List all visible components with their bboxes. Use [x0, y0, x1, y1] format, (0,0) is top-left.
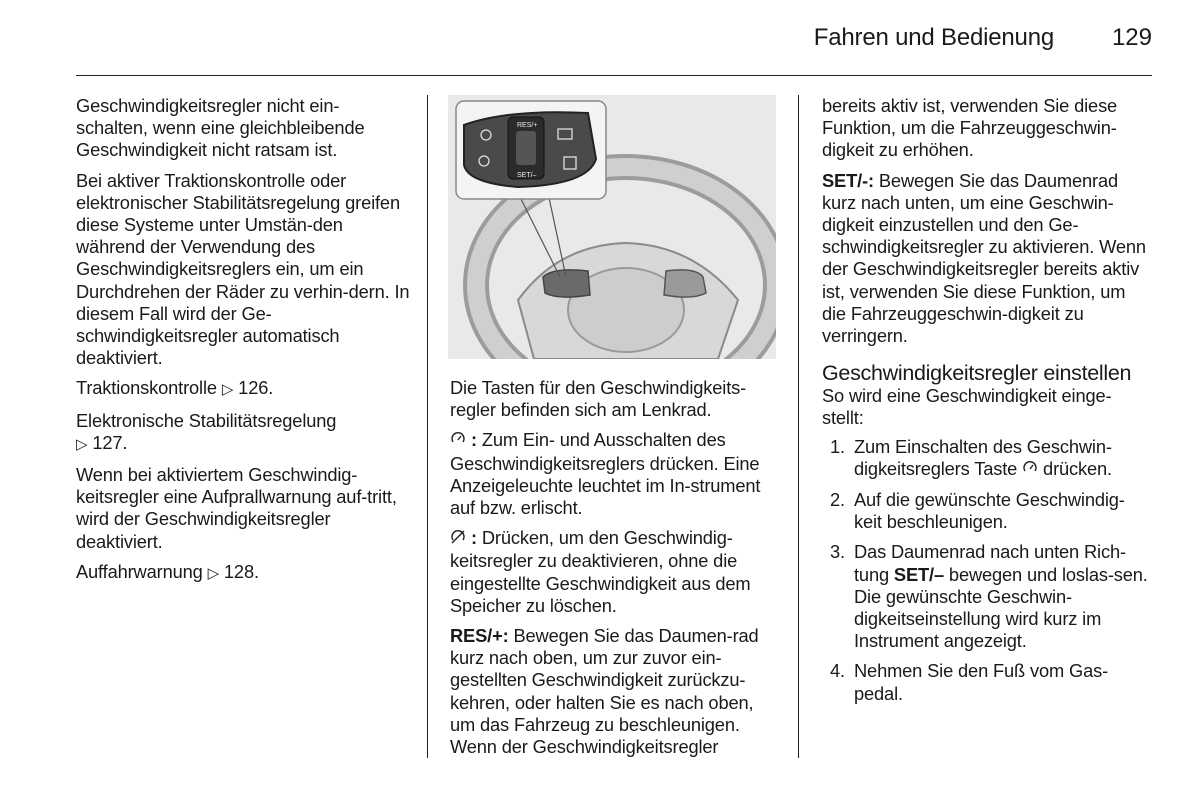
paragraph: Geschwindigkeitsregler nicht ein-schalten, wenn eine gleichbleibende Geschwindigkeit nicht ratsam ist.	[76, 95, 365, 161]
cruise-control-icon	[450, 430, 466, 452]
reference-arrow-icon: ▷	[221, 381, 234, 399]
list-item: 2. Auf die gewünschte Geschwindig-keit beschleunigen.	[830, 489, 1125, 533]
steering-wheel-illustration	[448, 95, 776, 359]
cruise-on-off-item: : Zum Ein- und Ausschalten des Geschwindigkeitsreglers drücken. Eine Anzeigeleuchte leuchtet im In-strument auf bzw. erlischt.	[450, 429, 761, 519]
column-divider-left	[427, 95, 428, 758]
cruise-cancel-item: : Drücken, um den Geschwindig-keitsregler zu deaktivieren, ohne die eingestellte Geschwindigkeit aus dem Speicher zu löschen.	[450, 527, 751, 616]
steps-list	[822, 436, 1152, 705]
cruise-cancel-icon	[450, 528, 466, 550]
paragraph: Bei aktiver Traktionskontrolle oder elektronischer Stabilitätsregelung greifen diese Systeme unter Umstän-den während der Verwendung des Geschwindigkeitsreglers ein, um ein Durchdrehen der Räder zu verhin-dern. In diesem Fall wird der Ge-schwindigkeitsregler automatisch deaktiviert.	[76, 169, 410, 369]
svg-text:RES/+: RES/+	[517, 122, 538, 129]
chapter-title: Fahren und Bedienung	[813, 24, 1054, 51]
paragraph: bereits aktiv ist, verwenden Sie diese Funktion, um die Fahrzeuggeschwin-digkeit zu erhöhen.	[822, 95, 1118, 161]
cruise-control-icon	[1022, 459, 1038, 481]
column-divider-right	[798, 95, 799, 758]
reference-arrow-icon: ▷	[76, 435, 88, 453]
svg-text:SET/–: SET/–	[517, 172, 537, 179]
page-number: 129	[1111, 24, 1152, 51]
list-item: 3. Das Daumenrad nach unten Rich-tung SET/– bewegen und loslas-sen. Die gewünschte Geschwin-digkeitseinstellung wird kurz im Instrument angezeigt.	[830, 541, 1148, 652]
reference-arrow-icon: ▷	[207, 564, 219, 582]
set-description: SET/-: Bewegen Sie das Daumenrad kurz nach unten, um eine Geschwin-digkeit einzustellen und den Ge-schwindigkeitsregler zu aktivieren. Wenn der Geschwindigkeitsregler bereits aktiv ist, verwenden Sie diese Funktion, um die Fahrzeuggeschwin-digkeit zu verringern.	[822, 169, 1146, 347]
header-divider	[76, 75, 1152, 76]
cross-reference: Elektronische Stabilitätsregelung ▷ 127.	[76, 409, 337, 453]
paragraph: Die Tasten für den Geschwindigkeits-regler befinden sich am Lenkrad.	[450, 377, 747, 421]
paragraph: Wenn bei aktiviertem Geschwindig-keitsregler eine Aufprallwarnung auf-tritt, wird der Geschwindigkeitsregler deaktiviert.	[76, 464, 397, 552]
res-description: RES/+: Bewegen Sie das Daumen-rad kurz nach oben, um zur zuvor ein-gestellten Geschwindigkeit zurückzu-kehren, oder halten Sie es nach oben, um das Fahrzeug zu beschleunigen. Wenn der Geschwindigkeitsregler	[450, 625, 759, 758]
paragraph: So wird eine Geschwindigkeit einge-stellt:	[822, 385, 1112, 429]
column-1	[76, 95, 410, 593]
cross-reference: Auffahrwarnung ▷ 128.	[76, 560, 259, 582]
list-item: 1. Zum Einschalten des Geschwin-digkeitsreglers Taste drücken.	[822, 436, 1152, 481]
cross-reference: Traktionskontrolle ▷ 126.	[76, 377, 274, 399]
section-heading: Geschwindigkeitsregler einstellen	[822, 361, 1132, 386]
column-3	[822, 95, 1152, 713]
list-item: 4. Nehmen Sie den Fuß vom Gas-pedal.	[830, 660, 1109, 704]
